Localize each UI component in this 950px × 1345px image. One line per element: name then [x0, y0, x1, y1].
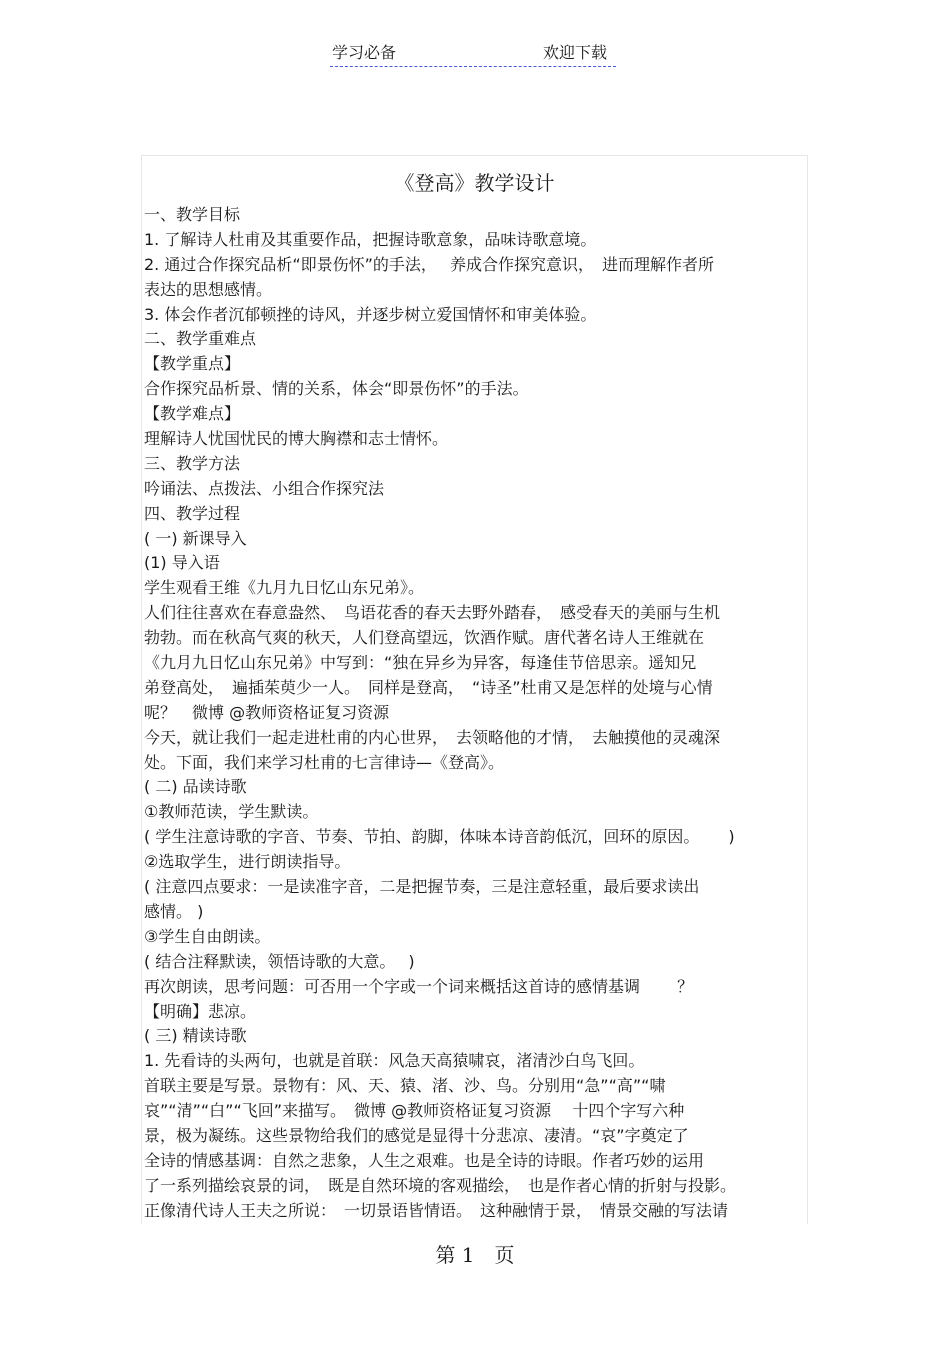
- text-line: 合作探究品析景、情的关系，体会“即景伤怀”的手法。: [144, 379, 529, 399]
- text-line: 【明确】悲凉。: [144, 1001, 257, 1021]
- text-line: 表达的思想感情。: [144, 279, 273, 299]
- text-line: ( 二) 品读诗歌: [144, 777, 247, 797]
- text-line: 四、教学过程: [144, 503, 241, 523]
- page-header: [330, 42, 616, 67]
- text-line: 1. 了解诗人杜甫及其重要作品，把握诗歌意象，品味诗歌意境。: [144, 229, 597, 249]
- text-line: 二、教学重难点: [144, 329, 257, 349]
- text-line: 理解诗人忧国忧民的博大胸襟和志士情怀。: [144, 429, 449, 449]
- text-line: 处。下面，我们来学习杜甫的七言律诗—《登高》。: [144, 752, 505, 772]
- text-line: 吟诵法、点拨法、小组合作探究法: [144, 478, 385, 498]
- text-line: 感情。 ): [144, 901, 204, 921]
- header-right-text: 欢迎下载: [543, 43, 608, 62]
- text-line: 人们往往喜欢在春意盎然、 鸟语花香的春天去野外踏春， 感受春天的美丽与生机: [144, 603, 721, 623]
- text-line: 今天，就让我们一起走进杜甫的内心世界， 去领略他的才情， 去触摸他的灵魂深: [144, 727, 721, 747]
- text-line: ( 注意四点要求：一是读准字音，二是把握节奏，三是注意轻重，最后要求读出: [144, 877, 700, 897]
- text-line: 再次朗读，思考问题：可否用一个字或一个词来概括这首诗的感情基调 ？: [144, 976, 694, 996]
- text-line: 一、教学目标: [144, 205, 241, 224]
- text-line: ①教师范读，学生默读。: [144, 802, 319, 822]
- text-line: 哀”“清”“白”“飞回”来描写。 微博 @教师资格证复习资源 十四个字写六种: [144, 1101, 685, 1121]
- text-line: 《九月九日忆山东兄弟》中写到：“独在异乡为异客，每逢佳节倍思亲。遥知兄: [144, 653, 697, 673]
- text-line: 三、教学方法: [144, 453, 241, 473]
- text-line: ③学生自由朗读。: [144, 926, 271, 946]
- document-title: 《登高》教学设计: [394, 171, 555, 195]
- document-frame: [141, 155, 808, 1224]
- text-line: 勃勃。而在秋高气爽的秋天，人们登高望远，饮酒作赋。唐代著名诗人王维就在: [144, 628, 705, 648]
- text-line: 【教学难点】: [144, 404, 241, 424]
- header-left-text: 学习必备: [332, 43, 397, 62]
- text-line: 首联主要是写景。景物有：风、天、猿、渚、沙、鸟。分别用“急”“高”“啸: [144, 1076, 666, 1096]
- document-body: [144, 203, 804, 1224]
- text-line: 学生观看王维《九月九日忆山东兄弟》。: [144, 578, 425, 598]
- text-line: 正像清代诗人王夫之所说： 一切景语皆情语。 这种融情于景， 情景交融的写法请: [144, 1200, 729, 1220]
- text-line: ( 学生注意诗歌的字音、节奏、节拍、韵脚，体味本诗音韵低沉，回环的原因。 ): [144, 827, 735, 847]
- text-line: 2. 通过合作探究品析“即景伤怀”的手法， 养成合作探究意识， 进而理解作者所: [144, 254, 715, 274]
- text-line: 3. 体会作者沉郁顿挫的诗风，并逐步树立爱国情怀和审美体验。: [144, 304, 597, 324]
- text-line: ②选取学生，进行朗读指导。: [144, 852, 351, 872]
- text-line: 1. 先看诗的头两句，也就是首联：风急天高猿啸哀，渚清沙白鸟飞回。: [144, 1051, 645, 1071]
- text-line: 全诗的情感基调：自然之悲象，人生之艰难。也是全诗的诗眼。作者巧妙的运用: [144, 1150, 705, 1170]
- text-line: 【教学重点】: [144, 354, 241, 374]
- page-number: 第 1 页: [435, 1243, 515, 1267]
- text-line: 弟登高处， 遍插茱萸少一人。 同样是登高， “诗圣”杜甫又是怎样的处境与心情: [144, 677, 713, 697]
- text-line: 景，极为凝练。这些景物给我们的感觉是显得十分悲凉、凄清。“哀”字奠定了: [144, 1125, 689, 1145]
- text-line: 了一系列描绘哀景的词， 既是自然环境的客观描绘， 也是作者心情的折射与投影。: [144, 1175, 737, 1195]
- text-line: 呢？ 微博 @教师资格证复习资源: [144, 702, 390, 722]
- text-line: ( 一) 新课导入: [144, 528, 247, 548]
- text-line: (1) 导入语: [144, 553, 220, 573]
- text-line: ( 三) 精读诗歌: [144, 1026, 247, 1046]
- text-line: ( 结合注释默读，领悟诗歌的大意。 ): [144, 951, 415, 971]
